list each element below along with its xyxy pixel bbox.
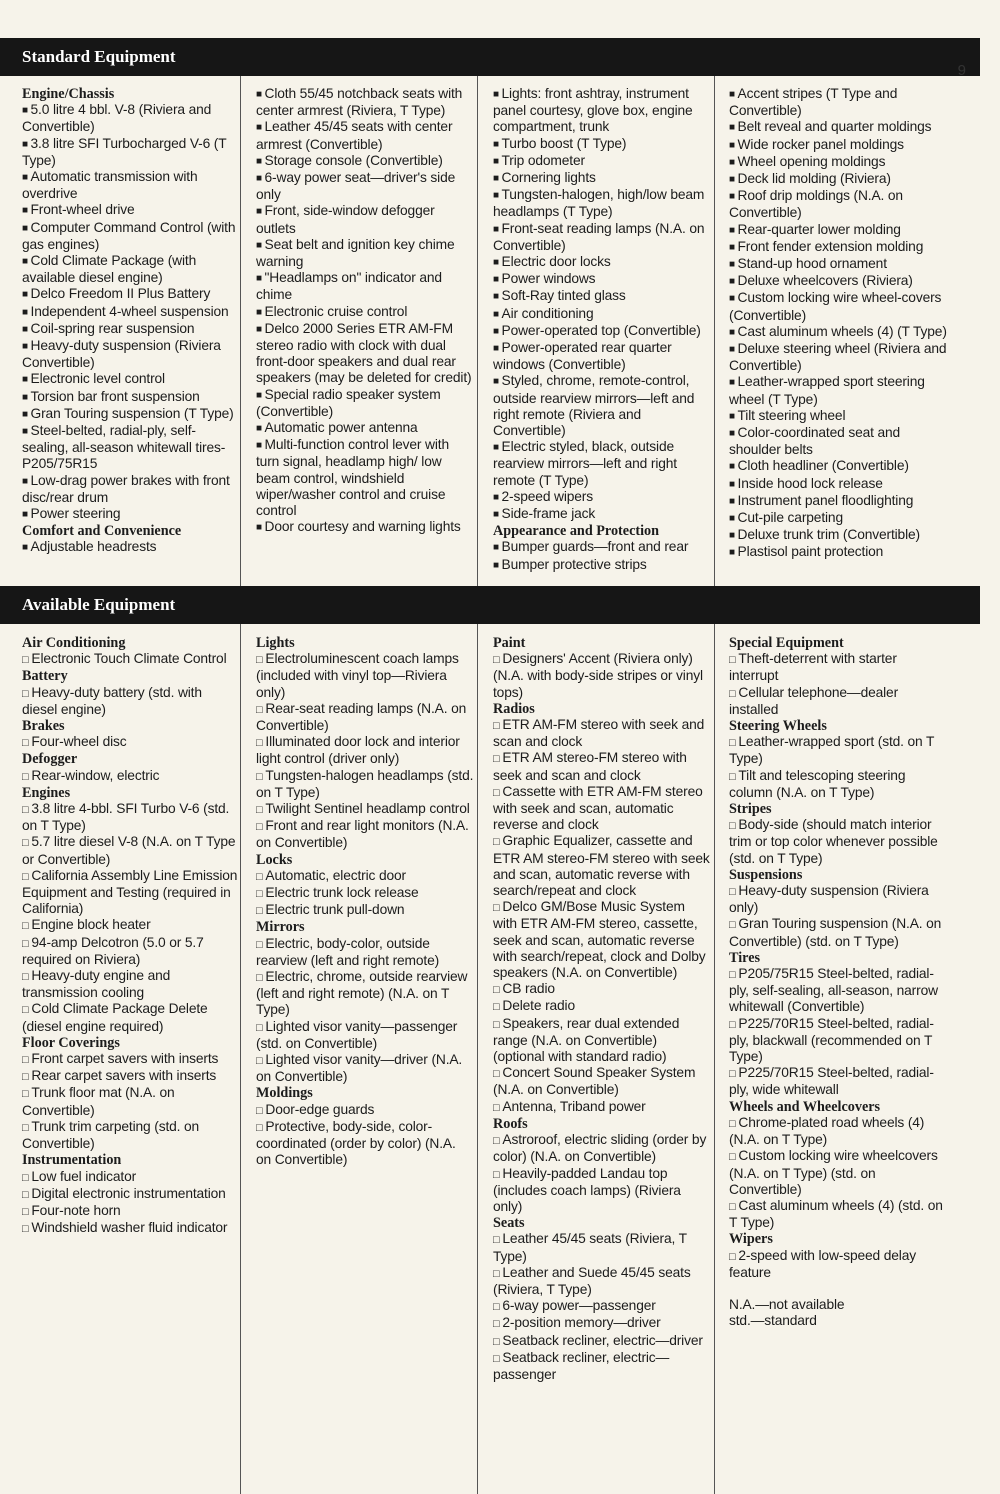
page-number: 9 [957, 62, 966, 79]
section-heading: Air Conditioning [22, 635, 126, 651]
section-heading: Special Equipment [729, 635, 844, 651]
equipment-item: □ Designers' Accent (Riviera only) (N.A. with body-side stripes or vinyl tops) [493, 651, 711, 701]
equipment-item: □ Electric trunk lock release [256, 885, 474, 902]
available-column-4 [729, 635, 947, 1329]
equipment-item: □ Custom locking wire wheelcovers (N.A. on T Type) (std. on Convertible) [729, 1148, 947, 1198]
column-divider [714, 76, 715, 586]
equipment-item: ■ Storage console (Convertible) [256, 153, 474, 170]
equipment-item: ■ "Headlamps on" indicator and chime [256, 270, 474, 303]
equipment-item: □ Trunk floor mat (N.A. on Convertible) [22, 1085, 240, 1118]
equipment-item: ■ Front, side-window defogger outlets [256, 203, 474, 236]
equipment-item: □ Lighted visor vanity—driver (N.A. on Convertible) [256, 1052, 474, 1085]
equipment-item: ■ Multi-function control lever with turn signal, headlamp high/ low beam control, windshield wiper/washer control and cruise control [256, 437, 474, 519]
equipment-item: ■ Leather 45/45 seats with center armrest (Convertible) [256, 119, 474, 152]
equipment-item: □ Protective, body-side, color-coordinated (order by color) (N.A. on Convertible) [256, 1119, 474, 1169]
equipment-item: □ Cellular telephone—dealer installed [729, 685, 947, 718]
section-heading: Brakes [22, 718, 65, 735]
equipment-item: □ Digital electronic instrumentation [22, 1186, 240, 1203]
legend-note: N.A.—not available [729, 1296, 845, 1312]
equipment-item: ■ Independent 4-wheel suspension [22, 304, 240, 321]
equipment-item: □ ETR AM-FM stereo with seek and scan and clock [493, 717, 711, 750]
available-equipment-header [0, 586, 980, 624]
equipment-item: □ 5.7 litre diesel V-8 (N.A. on T Type or Convertible) [22, 834, 240, 867]
equipment-item: □ Cold Climate Package Delete (diesel engine required) [22, 1001, 240, 1034]
equipment-item: □ Engine block heater [22, 917, 240, 934]
equipment-item: ■ Air conditioning [493, 306, 711, 323]
equipment-item: ■ Computer Command Control (with gas engines) [22, 220, 240, 253]
equipment-item: □ ETR AM stereo-FM stereo with seek and scan and clock [493, 750, 711, 783]
equipment-item: □ Lighted visor vanity—passenger (std. on Convertible) [256, 1019, 474, 1052]
equipment-item: □ 6-way power—passenger [493, 1298, 711, 1315]
equipment-item: ■ Electric door locks [493, 254, 711, 271]
equipment-item: □ Graphic Equalizer, cassette and ETR AM stereo-FM stereo with seek and scan, automatic reverse with search/repeat and clock [493, 833, 711, 899]
equipment-item: ■ Steel-belted, radial-ply, self-sealing, all-season whitewall tires-P205/75R15 [22, 423, 240, 473]
equipment-item: □ Cast aluminum wheels (4) (std. on T Type) [729, 1198, 947, 1231]
section-heading: Appearance and Protection [493, 523, 660, 540]
equipment-item: ■ Torsion bar front suspension [22, 389, 240, 406]
equipment-item: □ Tilt and telescoping steering column (N.A. on T Type) [729, 768, 947, 801]
equipment-item: □ Electric trunk pull-down [256, 902, 474, 919]
equipment-item: □ Windshield washer fluid indicator [22, 1220, 240, 1237]
equipment-item: ■ Electronic cruise control [256, 304, 474, 321]
equipment-item: □ Heavy-duty suspension (Riviera only) [729, 883, 947, 916]
equipment-item: ■ Special radio speaker system (Convertible) [256, 387, 474, 420]
equipment-item: ■ Instrument panel floodlighting [729, 493, 947, 510]
equipment-item: ■ Wheel opening moldings [729, 154, 947, 171]
equipment-item: □ Four-note horn [22, 1203, 240, 1220]
equipment-item: ■ 2-speed wipers [493, 489, 711, 506]
equipment-item: □ 3.8 litre 4-bbl. SFI Turbo V-6 (std. on T Type) [22, 801, 240, 834]
equipment-item: □ Gran Touring suspension (N.A. on Convertible) (std. on T Type) [729, 916, 947, 949]
equipment-item: □ Heavy-duty battery (std. with diesel engine) [22, 685, 240, 718]
equipment-item: ■ Plastisol paint protection [729, 544, 947, 561]
equipment-item: ■ Deluxe steering wheel (Riviera and Convertible) [729, 341, 947, 374]
equipment-item: □ Body-side (should match interior trim or top color whenever possible (std. on T Type) [729, 817, 947, 867]
equipment-item: ■ 5.0 litre 4 bbl. V-8 (Riviera and Convertible) [22, 102, 240, 135]
equipment-item: ■ Stand-up hood ornament [729, 256, 947, 273]
equipment-item: ■ Electric styled, black, outside rearview mirrors—left and right remote (T Type) [493, 439, 711, 489]
equipment-item: □ Front carpet savers with inserts [22, 1051, 240, 1068]
equipment-item: □ Front and rear light monitors (N.A. on Convertible) [256, 818, 474, 851]
equipment-item: ■ Leather-wrapped sport steering wheel (T Type) [729, 374, 947, 407]
equipment-item: □ Trunk trim carpeting (std. on Convertible) [22, 1119, 240, 1152]
equipment-item: ■ Power windows [493, 271, 711, 288]
column-divider [240, 624, 241, 1494]
equipment-item: ■ Tungsten-halogen, high/low beam headlamps (T Type) [493, 187, 711, 220]
equipment-item: ■ Deluxe wheelcovers (Riviera) [729, 273, 947, 290]
equipment-item: □ Theft-deterrent with starter interrupt [729, 651, 947, 684]
equipment-item: ■ Cold Climate Package (with available diesel engine) [22, 253, 240, 286]
equipment-item: ■ Rear-quarter lower molding [729, 222, 947, 239]
column-divider [477, 624, 478, 1494]
section-heading: Tires [729, 949, 761, 966]
section-heading: Battery [22, 668, 68, 685]
available-column-1 [22, 635, 240, 1237]
section-heading: Floor Coverings [22, 1034, 120, 1051]
equipment-item: □ Leather and Suede 45/45 seats (Riviera, T Type) [493, 1265, 711, 1298]
equipment-item: ■ Belt reveal and quarter moldings [729, 119, 947, 136]
equipment-item: ■ Bumper guards—front and rear [493, 539, 711, 556]
standard-column-2 [256, 86, 474, 536]
equipment-item: □ Rear carpet savers with inserts [22, 1068, 240, 1085]
equipment-item: □ Rear-window, electric [22, 768, 240, 785]
equipment-item: □ Electric, body-color, outside rearview (left and right remote) [256, 936, 474, 969]
equipment-item: □ Seatback recliner, electric—driver [493, 1333, 711, 1350]
equipment-item: ■ Cast aluminum wheels (4) (T Type) [729, 324, 947, 341]
equipment-item: ■ Roof drip moldings (N.A. on Convertible) [729, 188, 947, 221]
equipment-item: ■ Adjustable headrests [22, 539, 240, 556]
equipment-item: ■ Wide rocker panel moldings [729, 137, 947, 154]
section-heading: Suspensions [729, 866, 803, 883]
section-heading: Radios [493, 700, 535, 717]
equipment-item: ■ Tilt steering wheel [729, 408, 947, 425]
standard-equipment-header [0, 38, 980, 76]
equipment-item: ■ Lights: front ashtray, instrument panel courtesy, glove box, engine compartment, trunk [493, 86, 711, 136]
section-heading: Engine/Chassis [22, 86, 115, 102]
equipment-item: □ Illuminated door lock and interior light control (driver only) [256, 734, 474, 767]
equipment-item: □ Leather 45/45 seats (Riviera, T Type) [493, 1231, 711, 1264]
standard-column-4 [729, 86, 947, 562]
equipment-item: ■ Heavy-duty suspension (Riviera Convertible) [22, 338, 240, 371]
equipment-item: ■ Power-operated top (Convertible) [493, 323, 711, 340]
available-column-3 [493, 635, 711, 1383]
section-heading: Paint [493, 635, 526, 651]
equipment-item: □ P205/75R15 Steel-belted, radial-ply, self-sealing, all-season, narrow whitewall (Convertible) [729, 966, 947, 1016]
section-heading: Defogger [22, 751, 78, 768]
equipment-item: ■ Deck lid molding (Riviera) [729, 171, 947, 188]
equipment-item: □ Rear-seat reading lamps (N.A. on Convertible) [256, 701, 474, 734]
equipment-item: □ P225/70R15 Steel-belted, radial-ply, blackwall (recommended on T Type) [729, 1016, 947, 1066]
equipment-item: □ Door-edge guards [256, 1102, 474, 1119]
equipment-item: ■ Front-seat reading lamps (N.A. on Convertible) [493, 221, 711, 254]
equipment-item: ■ Front-wheel drive [22, 202, 240, 219]
section-heading: Locks [256, 851, 293, 868]
section-heading: Lights [256, 635, 295, 651]
equipment-item: ■ Cornering lights [493, 170, 711, 187]
equipment-item: ■ Turbo boost (T Type) [493, 136, 711, 153]
equipment-item: ■ Power steering [22, 506, 240, 523]
equipment-item: ■ Bumper protective strips [493, 557, 711, 574]
equipment-item: □ Electric, chrome, outside rearview (left and right remote) (N.A. on T Type) [256, 969, 474, 1019]
equipment-item: □ Astroroof, electric sliding (order by color) (N.A. on Convertible) [493, 1132, 711, 1165]
section-heading: Roofs [493, 1115, 528, 1132]
equipment-item: ■ Seat belt and ignition key chime warning [256, 237, 474, 270]
equipment-item: ■ Low-drag power brakes with front disc/rear drum [22, 473, 240, 506]
equipment-item: □ Four-wheel disc [22, 734, 240, 751]
equipment-item: ■ Electronic level control [22, 371, 240, 388]
equipment-item: ■ Trip odometer [493, 153, 711, 170]
equipment-item: ■ Cloth 55/45 notchback seats with center armrest (Riviera, T Type) [256, 86, 474, 119]
equipment-item: □ Heavy-duty engine and transmission cooling [22, 968, 240, 1001]
section-heading: Instrumentation [22, 1152, 122, 1169]
equipment-item: □ 2-position memory—driver [493, 1315, 711, 1332]
equipment-item: ■ Front fender extension molding [729, 239, 947, 256]
column-divider [714, 624, 715, 1494]
equipment-item: □ Electronic Touch Climate Control [22, 651, 240, 668]
section-heading: Engines [22, 784, 71, 801]
section-heading: Seats [493, 1215, 525, 1232]
equipment-item: ■ Custom locking wire wheel-covers (Convertible) [729, 290, 947, 323]
equipment-item: □ Heavily-padded Landau top (includes coach lamps) (Riviera only) [493, 1166, 711, 1216]
equipment-item: □ Chrome-plated road wheels (4) (N.A. on T Type) [729, 1115, 947, 1148]
equipment-item: ■ Automatic power antenna [256, 420, 474, 437]
section-heading: Stripes [729, 801, 772, 818]
equipment-item: □ Electroluminescent coach lamps (included with vinyl top—Riviera only) [256, 651, 474, 701]
section-heading: Mirrors [256, 919, 305, 936]
equipment-item: ■ Inside hood lock release [729, 476, 947, 493]
equipment-item: □ Speakers, rear dual extended range (N.A. on Convertible) (optional with standard radio) [493, 1016, 711, 1066]
section-heading: Wipers [729, 1231, 773, 1248]
equipment-item: ■ 6-way power seat—driver's side only [256, 170, 474, 203]
equipment-item: ■ Deluxe trunk trim (Convertible) [729, 527, 947, 544]
equipment-item: □ 94-amp Delcotron (5.0 or 5.7 required on Riviera) [22, 935, 240, 968]
equipment-item: □ Low fuel indicator [22, 1169, 240, 1186]
equipment-item: ■ Color-coordinated seat and shoulder belts [729, 425, 947, 458]
equipment-item: ■ Cloth headliner (Convertible) [729, 458, 947, 475]
equipment-item: □ Delco GM/Bose Music System with ETR AM-FM stereo, cassette, seek and scan, automatic reverse with search/repeat, clock and Dolby speakers (N.A. on Convertible) [493, 899, 711, 981]
equipment-item: ■ Side-frame jack [493, 506, 711, 523]
standard-equipment-title: Standard Equipment [22, 47, 176, 66]
equipment-item: □ California Assembly Line Emission Equipment and Testing (required in California) [22, 868, 240, 918]
equipment-item: □ Delete radio [493, 998, 711, 1015]
section-heading: Moldings [256, 1085, 313, 1102]
equipment-item: ■ Cut-pile carpeting [729, 510, 947, 527]
equipment-item: ■ Delco 2000 Series ETR AM-FM stereo radio with clock with dual front-door speakers and dual rear speakers (may be deleted for credit) [256, 321, 474, 387]
equipment-item: ■ Coil-spring rear suspension [22, 321, 240, 338]
section-heading: Steering Wheels [729, 718, 827, 735]
standard-column-1 [22, 86, 240, 557]
legend-note: std.—standard [729, 1313, 817, 1329]
equipment-item: □ Seatback recliner, electric—passenger [493, 1350, 711, 1383]
equipment-item: □ Leather-wrapped sport (std. on T Type) [729, 734, 947, 767]
equipment-item: ■ Automatic transmission with overdrive [22, 169, 240, 202]
equipment-item: ■ Door courtesy and warning lights [256, 519, 474, 536]
equipment-item: □ 2-speed with low-speed delay feature [729, 1248, 947, 1281]
equipment-item: ■ Power-operated rear quarter windows (Convertible) [493, 340, 711, 373]
equipment-item: ■ Styled, chrome, remote-control, outside rearview mirrors—left and right remote (Riviera and Convertible) [493, 373, 711, 439]
equipment-item: ■ Delco Freedom II Plus Battery [22, 286, 240, 303]
equipment-item: □ Cassette with ETR AM-FM stereo with seek and scan, automatic reverse and clock [493, 784, 711, 834]
equipment-item: □ CB radio [493, 981, 711, 998]
equipment-item: ■ Gran Touring suspension (T Type) [22, 406, 240, 423]
equipment-item: □ Antenna, Triband power [493, 1099, 711, 1116]
equipment-item: □ Tungsten-halogen headlamps (std. on T Type) [256, 768, 474, 801]
column-divider [240, 76, 241, 586]
equipment-item: □ P225/70R15 Steel-belted, radial-ply, wide whitewall [729, 1065, 947, 1098]
section-heading: Wheels and Wheelcovers [729, 1098, 881, 1115]
column-divider [477, 76, 478, 586]
equipment-item: □ Twilight Sentinel headlamp control [256, 801, 474, 818]
equipment-item: □ Concert Sound Speaker System (N.A. on Convertible) [493, 1065, 711, 1098]
equipment-item: □ Automatic, electric door [256, 868, 474, 885]
section-heading: Comfort and Convenience [22, 523, 182, 540]
equipment-item: ■ 3.8 litre SFI Turbocharged V-6 (T Type) [22, 136, 240, 169]
available-column-2 [256, 635, 474, 1169]
standard-column-3 [493, 86, 711, 574]
equipment-item: ■ Accent stripes (T Type and Convertible) [729, 86, 947, 119]
available-equipment-title: Available Equipment [22, 595, 176, 614]
equipment-item: ■ Soft-Ray tinted glass [493, 288, 711, 305]
